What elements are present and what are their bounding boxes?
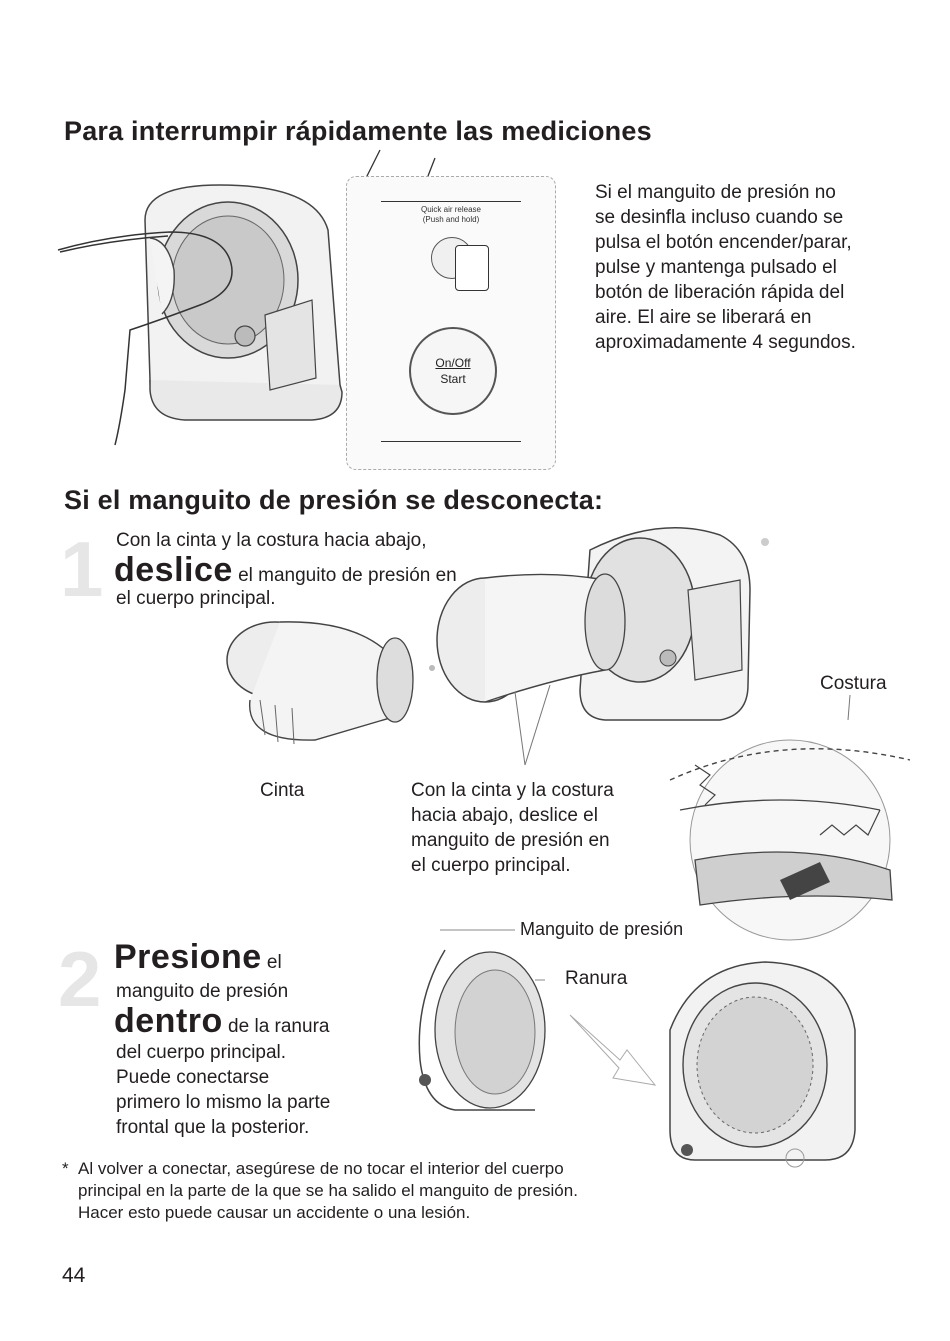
step1-intro: Con la cinta y la costura hacia abajo, [116,530,427,551]
step2-line: Puede conectarse [116,1067,270,1088]
caption-line: el cuerpo principal. [411,855,571,876]
finger-icon [455,245,489,291]
quick-release-label: Quick air release (Push and hold) [420,205,482,224]
step2-verb1: Presione [114,938,262,976]
safety-note [62,1158,682,1224]
costura-label: Costura [820,673,887,694]
device-with-arm-illustration [50,140,370,450]
control-panel-closeup [346,176,556,470]
step2-line: del cuerpo principal. [116,1042,287,1063]
step2-line3 [114,1002,329,1041]
step1-line3: el cuerpo principal. [116,588,276,609]
step1-rest: el manguito de presión en [232,565,457,586]
panel-bottom-line [381,441,521,442]
note-line: principal en la parte de la que se ha salido el manguito de presión. [78,1181,578,1200]
section2-title: Si el manguito de presión se desconecta: [64,485,604,515]
paragraph-line: botón de liberación rápida del [595,282,845,303]
panel-top-line [381,201,521,202]
section1-paragraph [595,180,905,355]
step2-rest2: de la ranura [222,1016,330,1037]
onoff-start-button[interactable] [409,327,497,415]
page-number: 44 [62,1264,86,1287]
ranura-label: Ranura [565,968,628,989]
section1-title: Para interrumpir rápidamente las mediciones [64,116,652,146]
cinta-label: Cinta [260,780,305,801]
cuff-press-illustration [405,920,865,1180]
step2-line2: manguito de presión [116,981,289,1002]
step2-word-el: el [261,952,282,973]
caption-line: manguito de presión en [411,830,610,851]
caption-line: Con la cinta y la costura [411,780,614,801]
step2-verb2: dentro [114,1002,223,1040]
caption-line: hacia abajo, deslice el [411,805,598,826]
paragraph-line: Si el manguito de presión no [595,182,836,203]
paragraph-line: aire. El aire se liberará en [595,307,812,328]
start-label: Start [440,372,466,386]
paragraph-line: aproximadamente 4 segundos. [595,332,856,353]
insertion-caption [411,778,671,878]
step1-verb: deslice [114,551,233,589]
paragraph-line: pulsa el botón encender/parar, [595,232,852,253]
paragraph-line: se desinfla incluso cuando se [595,207,844,228]
step1-number: 1 [60,525,104,613]
step2-number: 2 [58,935,102,1023]
step2-line: primero lo mismo la parte [116,1092,331,1113]
step2-lines [116,1040,330,1140]
note-marker: * [62,1159,69,1178]
onoff-label: On/Off [435,356,471,370]
paragraph-line: pulse y mantenga pulsado el [595,257,837,278]
step2-line: frontal que la posterior. [116,1117,310,1138]
manguito-label: Manguito de presión [520,919,684,939]
note-line: Al volver a conectar, asegúrese de no tocar el interior del cuerpo [78,1159,564,1178]
step2-line1 [114,938,282,977]
note-line: Hacer esto puede causar un accidente o una lesión. [78,1203,471,1222]
